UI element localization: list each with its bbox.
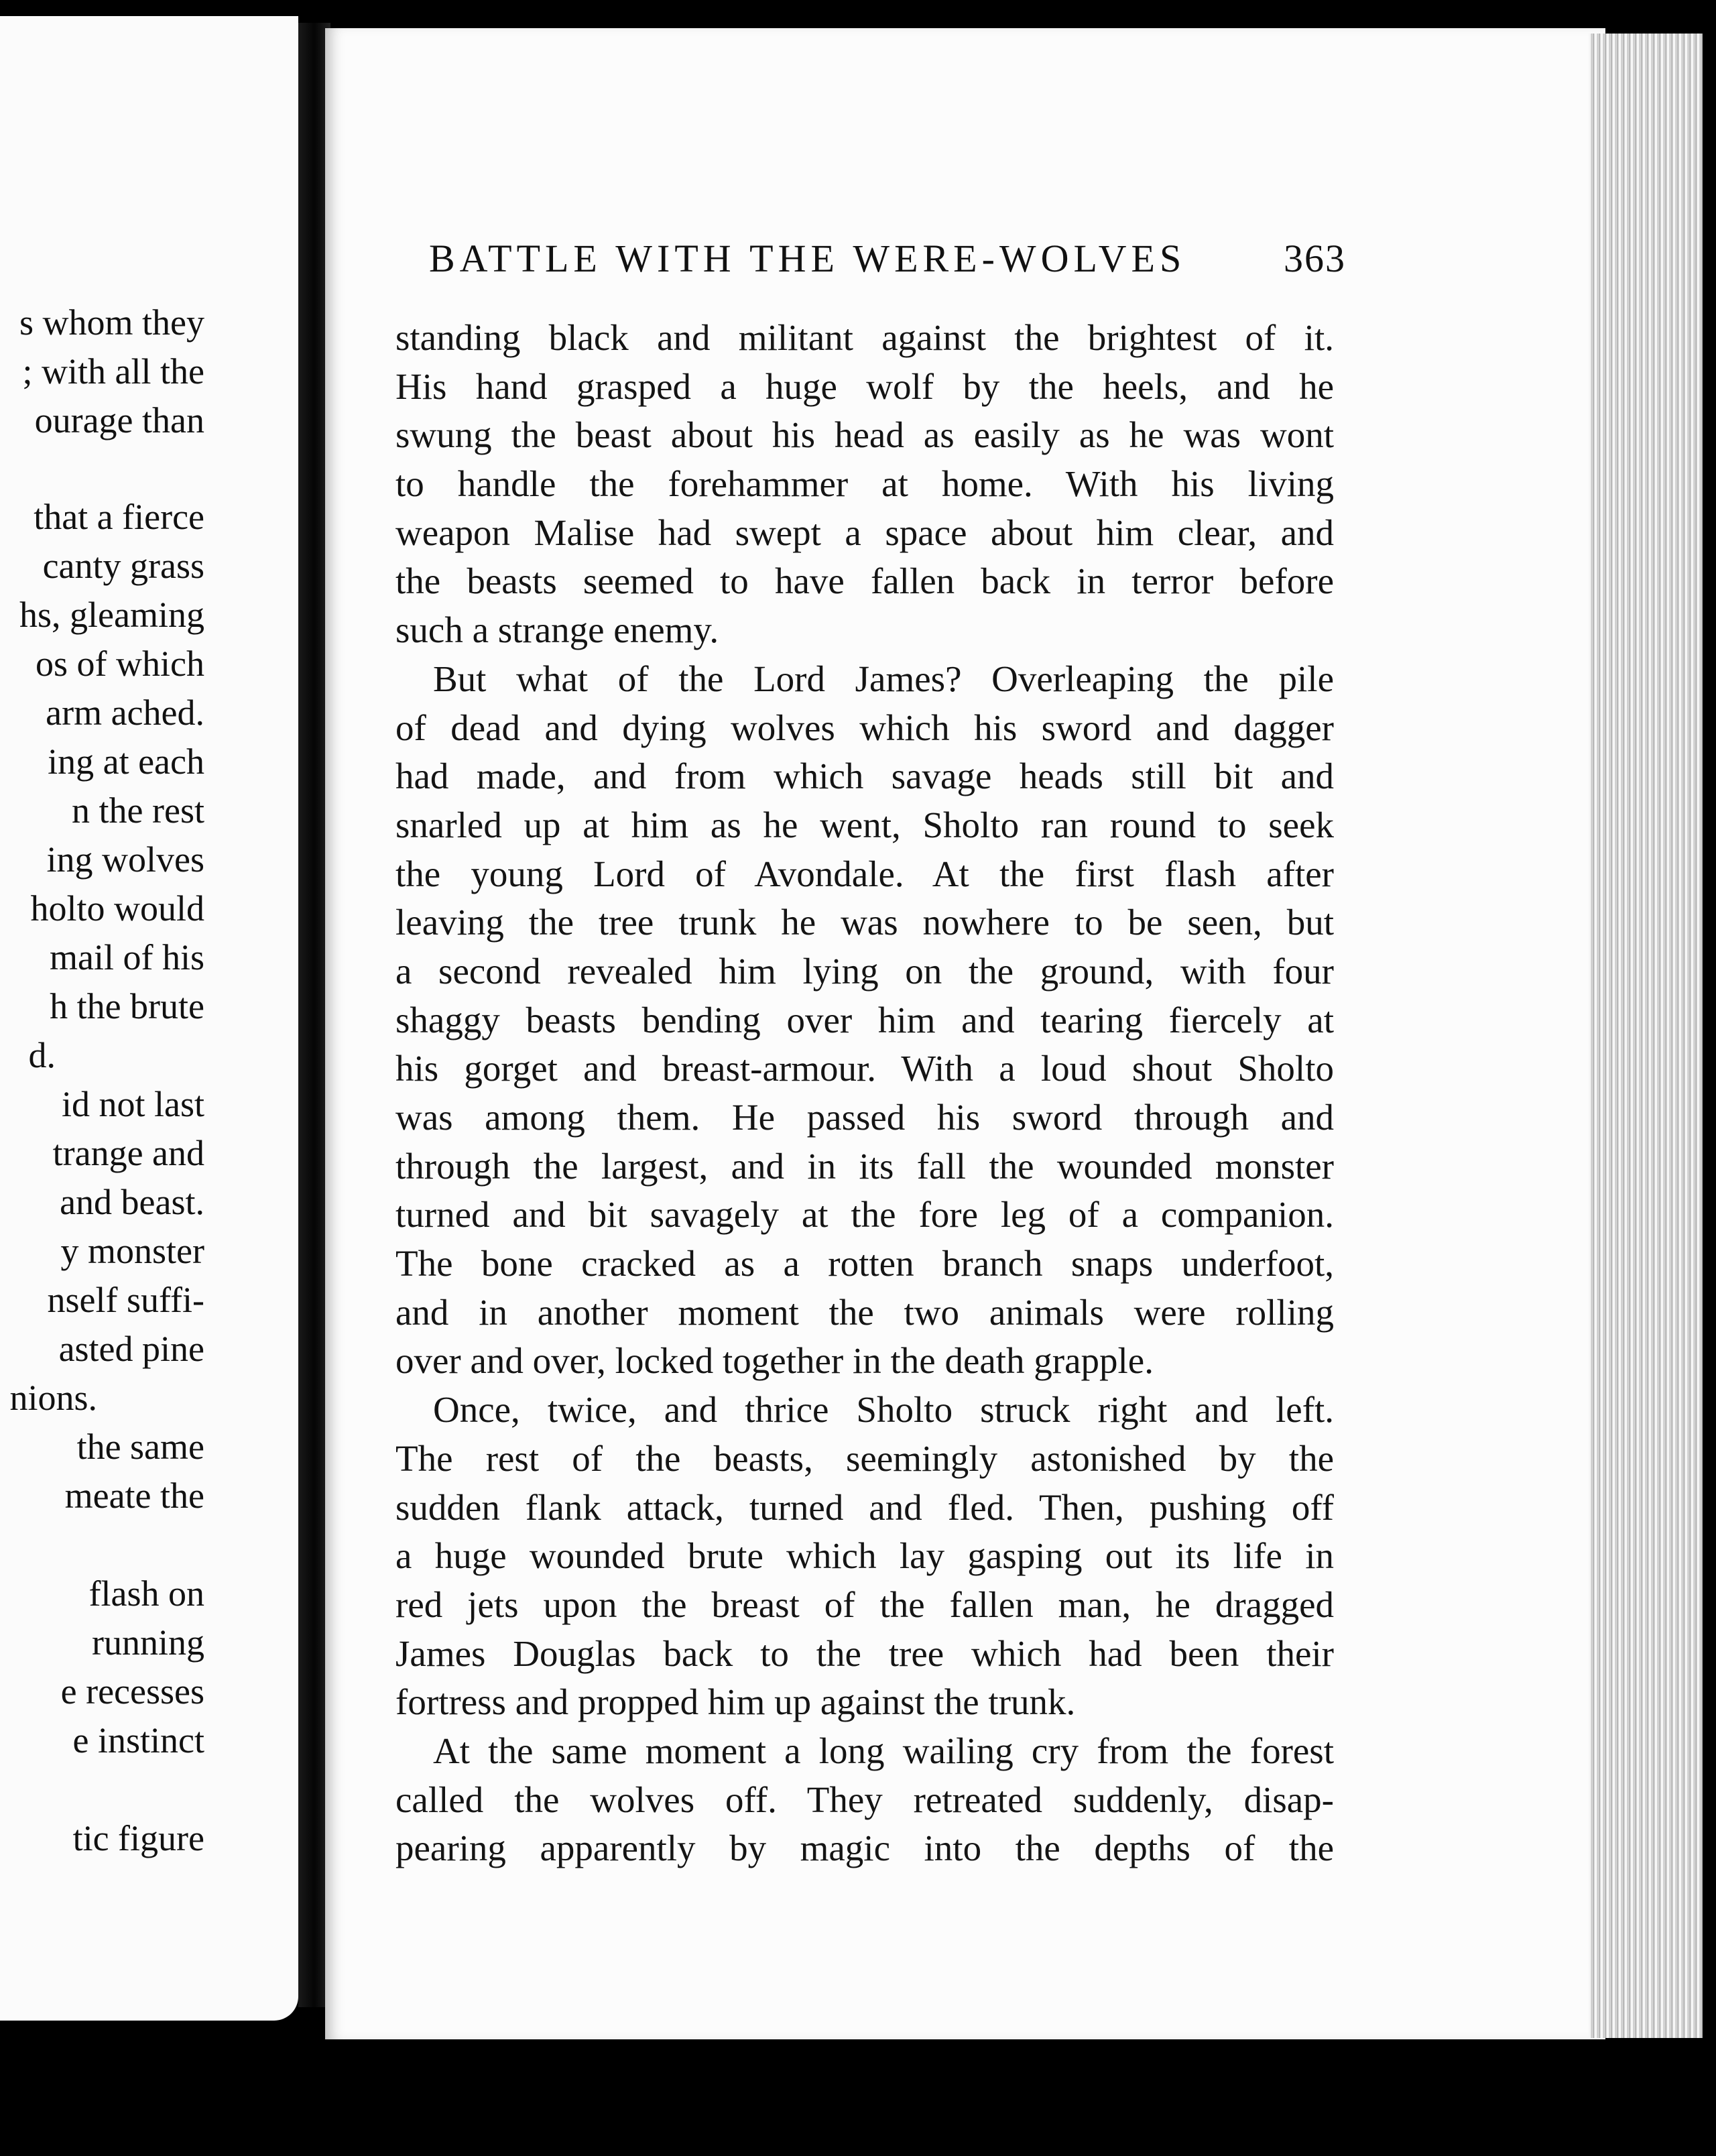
left-page-line: ourage than bbox=[34, 400, 204, 440]
left-page-line: y monster bbox=[60, 1231, 204, 1271]
text-line: James Douglas back to the tree which had been their bbox=[395, 1632, 1334, 1674]
left-page-line: tic figure bbox=[72, 1818, 204, 1858]
left-page-line: mail of his bbox=[50, 937, 204, 977]
left-page-line: s whom they bbox=[19, 302, 204, 343]
left-page-line: holto would bbox=[30, 888, 204, 929]
text-line: of dead and dying wolves which his sword and dagger bbox=[395, 707, 1334, 748]
text-line: to handle the forehammer at home. With his living bbox=[395, 463, 1334, 505]
page-number: 363 bbox=[1284, 237, 1346, 280]
text-line: turned and bit savagely at the fore leg of a companion. bbox=[395, 1194, 1334, 1236]
page-edges bbox=[1589, 34, 1703, 2038]
text-line: his gorget and breast-armour. With a loud shout Sholto bbox=[395, 1048, 1334, 1089]
left-page-line: trange and bbox=[52, 1133, 204, 1173]
left-page-line: meate the bbox=[64, 1476, 204, 1516]
text-line: through the largest, and in its fall the wounded monster bbox=[395, 1145, 1334, 1187]
text-line: was among them. He passed his sword through and bbox=[395, 1097, 1334, 1138]
text-line: snarled up at him as he went, Sholto ran round to seek bbox=[395, 804, 1334, 845]
text-line: standing black and militant against the brightest of it. bbox=[395, 317, 1334, 358]
left-page-line: h the brute bbox=[50, 986, 204, 1026]
left-page-line: and beast. bbox=[60, 1182, 204, 1222]
text-line: The rest of the beasts, seemingly astonished by the bbox=[395, 1437, 1334, 1479]
left-page-line: hs, gleaming bbox=[19, 595, 204, 635]
body-text bbox=[395, 314, 1334, 1873]
page-header bbox=[429, 236, 1346, 283]
text-line: But what of the Lord James? Overleaping the pile bbox=[433, 658, 1334, 699]
text-line: a huge wounded brute which lay gasping out its life in bbox=[395, 1535, 1334, 1577]
text-line: a second revealed him lying on the ground, with four bbox=[395, 950, 1334, 992]
text-line: such a strange enemy. bbox=[395, 609, 719, 651]
left-page-line: that a fierce bbox=[34, 497, 204, 537]
text-line: called the wolves off. They retreated suddenly, disap- bbox=[395, 1779, 1334, 1820]
left-page-line: e recesses bbox=[60, 1671, 204, 1712]
text-line: shaggy beasts bending over him and tearing fiercely at bbox=[395, 999, 1334, 1040]
left-page-line: canty grass bbox=[42, 546, 204, 586]
text-line: leaving the tree trunk he was nowhere to be seen, but bbox=[395, 902, 1334, 943]
left-page-line: n the rest bbox=[72, 790, 204, 831]
text-line: weapon Malise had swept a space about him clear, and bbox=[395, 512, 1334, 553]
text-line: The bone cracked as a rotten branch snaps underfoot, bbox=[395, 1243, 1334, 1284]
left-page-line: ing at each bbox=[48, 741, 204, 782]
left-page-line: arm ached. bbox=[46, 693, 204, 733]
left-page-line: id not last bbox=[62, 1084, 204, 1124]
left-page-line: the same bbox=[76, 1427, 204, 1467]
left-page-line: running bbox=[92, 1622, 204, 1663]
left-page-line: e instinct bbox=[72, 1720, 204, 1760]
left-page-line: nself suffi- bbox=[47, 1280, 204, 1320]
left-page-line: asted pine bbox=[58, 1329, 204, 1369]
text-line: Once, twice, and thrice Sholto struck right and left. bbox=[433, 1389, 1334, 1431]
text-line: red jets upon the breast of the fallen man, he dragged bbox=[395, 1583, 1334, 1625]
left-page bbox=[0, 16, 298, 2021]
text-line: At the same moment a long wailing cry from the forest bbox=[433, 1730, 1334, 1771]
left-page-line: nions. bbox=[9, 1378, 97, 1418]
text-line: sudden flank attack, turned and fled. Then, pushing off bbox=[395, 1486, 1334, 1528]
text-line: pearing apparently by magic into the depths of the bbox=[395, 1828, 1334, 1869]
left-page-line: flash on bbox=[88, 1573, 204, 1614]
left-page-line: os of which bbox=[36, 644, 204, 684]
text-line: over and over, locked together in the death grapple. bbox=[395, 1340, 1154, 1382]
text-line: had made, and from which savage heads still bit and bbox=[395, 756, 1334, 797]
left-page-line: ; with all the bbox=[22, 351, 204, 392]
text-line: the young Lord of Avondale. At the first flash after bbox=[395, 853, 1334, 894]
running-head: BATTLE WITH THE WERE-WOLVES bbox=[429, 237, 1186, 280]
text-line: His hand grasped a huge wolf by the heels, and he bbox=[395, 365, 1334, 407]
text-line: the beasts seemed to have fallen back in terror before bbox=[395, 560, 1334, 602]
text-line: fortress and propped him up against the trunk. bbox=[395, 1681, 1076, 1723]
text-line: and in another moment the two animals were rolling bbox=[395, 1291, 1334, 1333]
left-page-line: d. bbox=[28, 1035, 56, 1075]
left-page-line: ing wolves bbox=[46, 839, 204, 880]
text-line: swung the beast about his head as easily as he was wont bbox=[395, 414, 1334, 456]
